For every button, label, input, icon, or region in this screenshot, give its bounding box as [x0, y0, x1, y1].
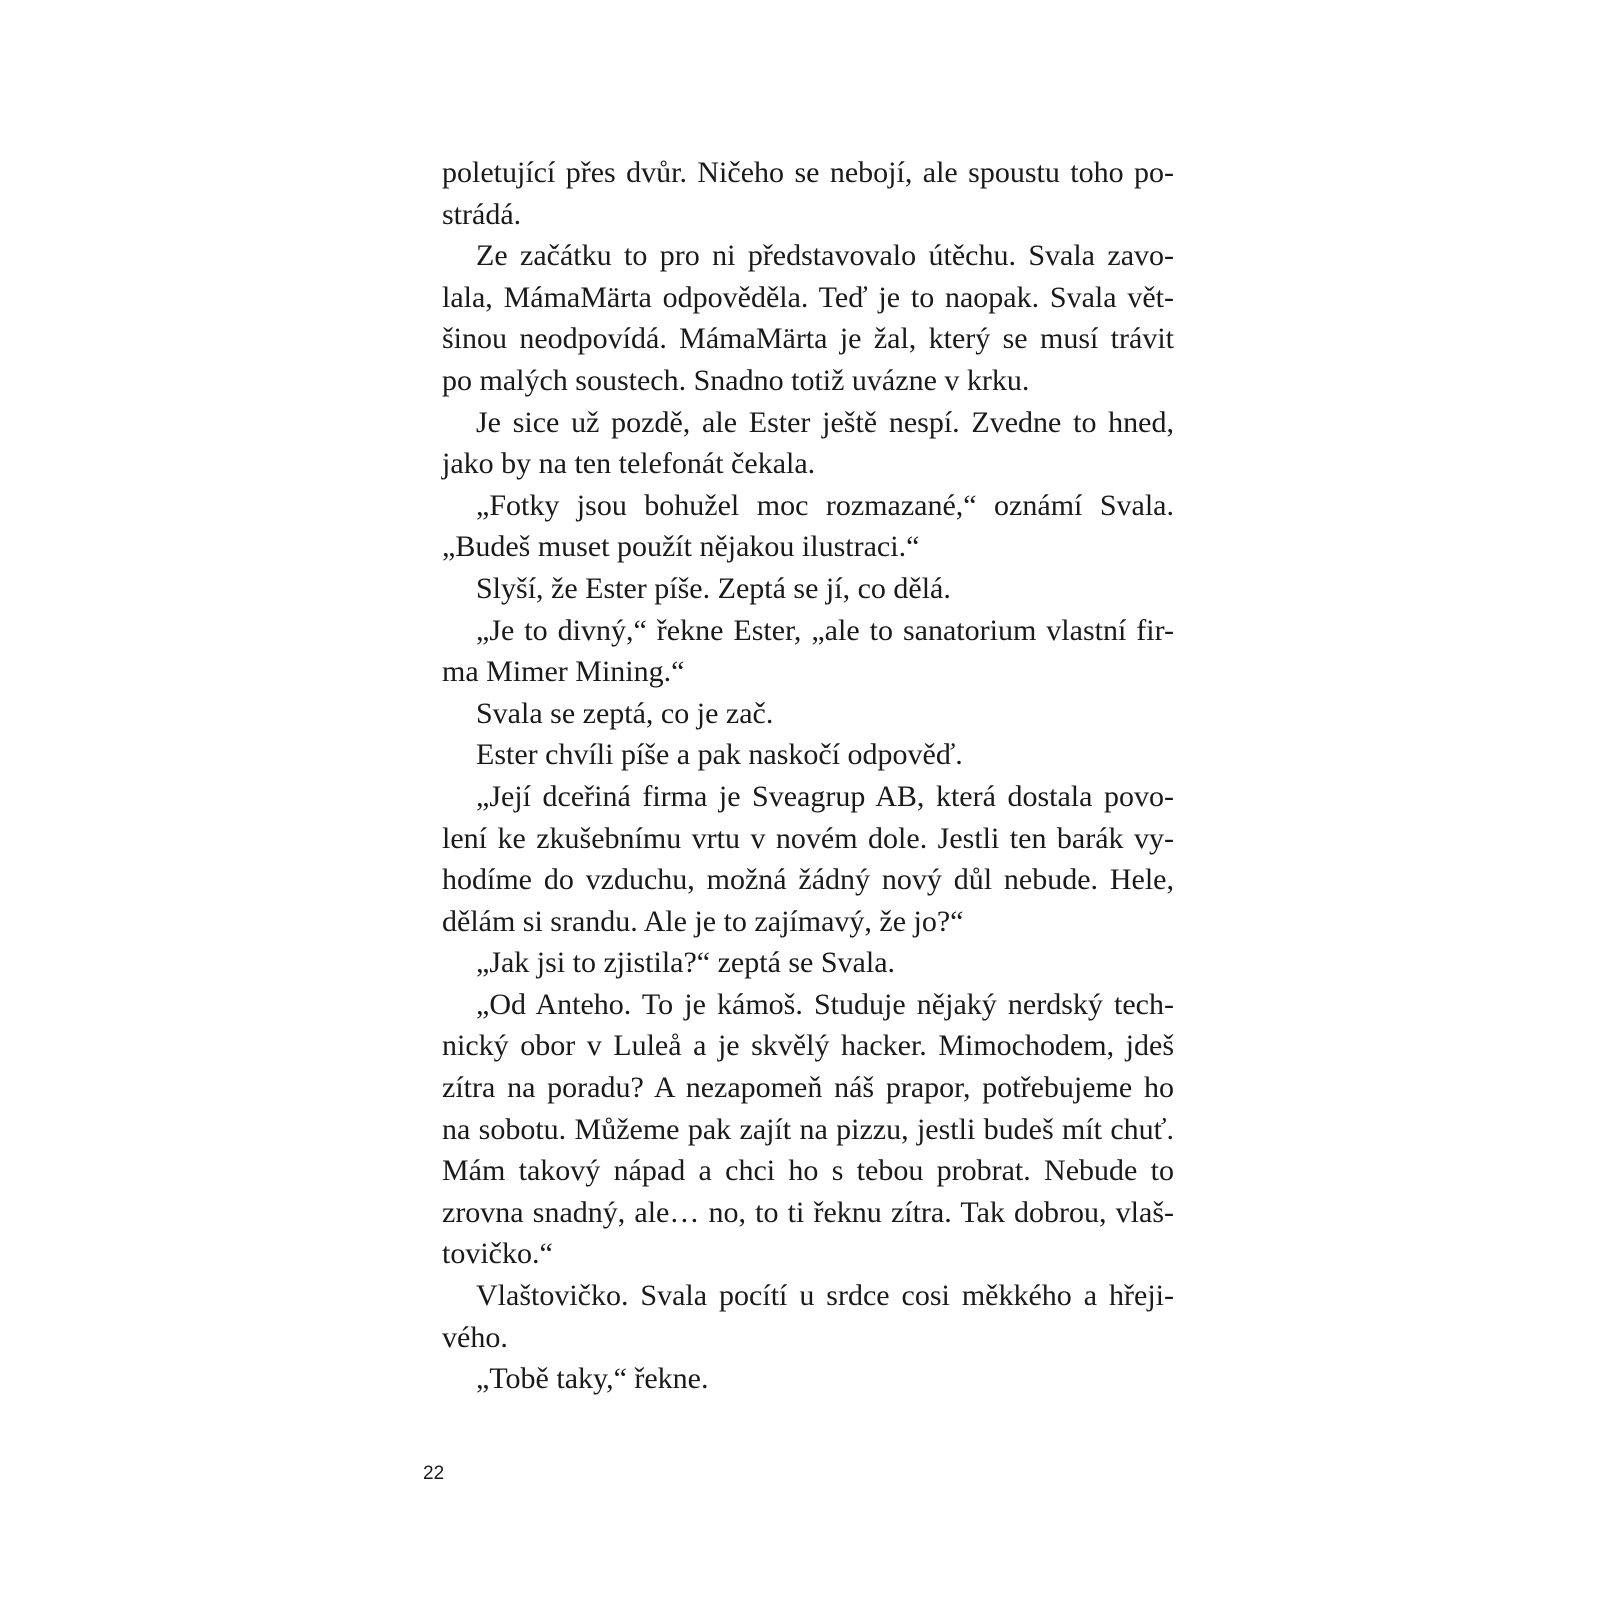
text-line: lení ke zkušebnímu vrtu v novém dole. Jestli ten barák vy-: [442, 821, 1174, 855]
text-line: Ester chvíli píše a pak naskočí odpověď.: [476, 738, 963, 772]
text-line: Slyší, že Ester píše. Zeptá se jí, co dělá.: [476, 571, 951, 605]
text-line: tovičko.“: [442, 1237, 553, 1271]
text-line: „Od Anteho. To je kámoš. Studuje nějaký nerdský tech-: [476, 987, 1174, 1021]
text-line: Mám takový nápad a chci ho s tebou probrat. Nebude to: [442, 1154, 1174, 1188]
text-line: „Jak jsi to zjistila?“ zeptá se Svala.: [476, 946, 896, 980]
text-line: Ze začátku to pro ni představovalo útěchu. Svala zavo-: [476, 239, 1174, 273]
text-line: lala, MámaMärta odpověděla. Teď je to naopak. Svala vět-: [442, 280, 1174, 314]
text-line: hodíme do vzduchu, možná žádný nový důl nebude. Hele,: [442, 863, 1174, 897]
text-line: Svala se zeptá, co je zač.: [476, 696, 774, 730]
text-line: zítra na poradu? A nezapomeň náš prapor, potřebujeme ho: [442, 1071, 1174, 1105]
text-line: „Její dceřiná firma je Sveagrup AB, která dostala povo-: [476, 779, 1174, 813]
text-line: ma Mimer Mining.“: [442, 655, 685, 689]
text-line: „Je to divný,“ řekne Ester, „ale to sanatorium vlastní fir-: [476, 613, 1174, 647]
text-line: vého.: [442, 1320, 508, 1354]
text-line: „Fotky jsou bohužel moc rozmazané,“ oznámí Svala.: [476, 488, 1174, 522]
text-line: jako by na ten telefonát čekala.: [442, 447, 816, 481]
text-line: „Tobě taky,“ řekne.: [476, 1362, 709, 1396]
text-line: strádá.: [442, 197, 522, 231]
text-line: nický obor v Luleå a je skvělý hacker. Mimochodem, jdeš: [442, 1029, 1174, 1063]
text-line: šinou neodpovídá. MámaMärta je žal, který se musí trávit: [442, 322, 1174, 356]
text-line: zrovna snadný, ale… no, to ti řeknu zítra. Tak dobrou, vlaš-: [442, 1195, 1174, 1229]
text-line: poletující přes dvůr. Ničeho se nebojí, ale spoustu toho po-: [442, 156, 1174, 189]
text-line: „Budeš muset použít nějakou ilustraci.“: [442, 530, 920, 564]
text-line: na sobotu. Můžeme pak zajít na pizzu, jestli budeš mít chuť.: [442, 1112, 1174, 1146]
body-text: [442, 152, 1174, 1400]
page-number: 22: [423, 1463, 445, 1484]
text-line: po malých soustech. Snadno totiž uvázne v krku.: [442, 363, 1030, 397]
text-line: Je sice už pozdě, ale Ester ještě nespí. Zvedne to hned,: [476, 405, 1174, 439]
text-line: dělám si srandu. Ale je to zajímavý, že jo?“: [442, 904, 964, 938]
text-line: Vlaštovičko. Svala pocítí u srdce cosi měkkého a hřeji-: [476, 1279, 1174, 1313]
